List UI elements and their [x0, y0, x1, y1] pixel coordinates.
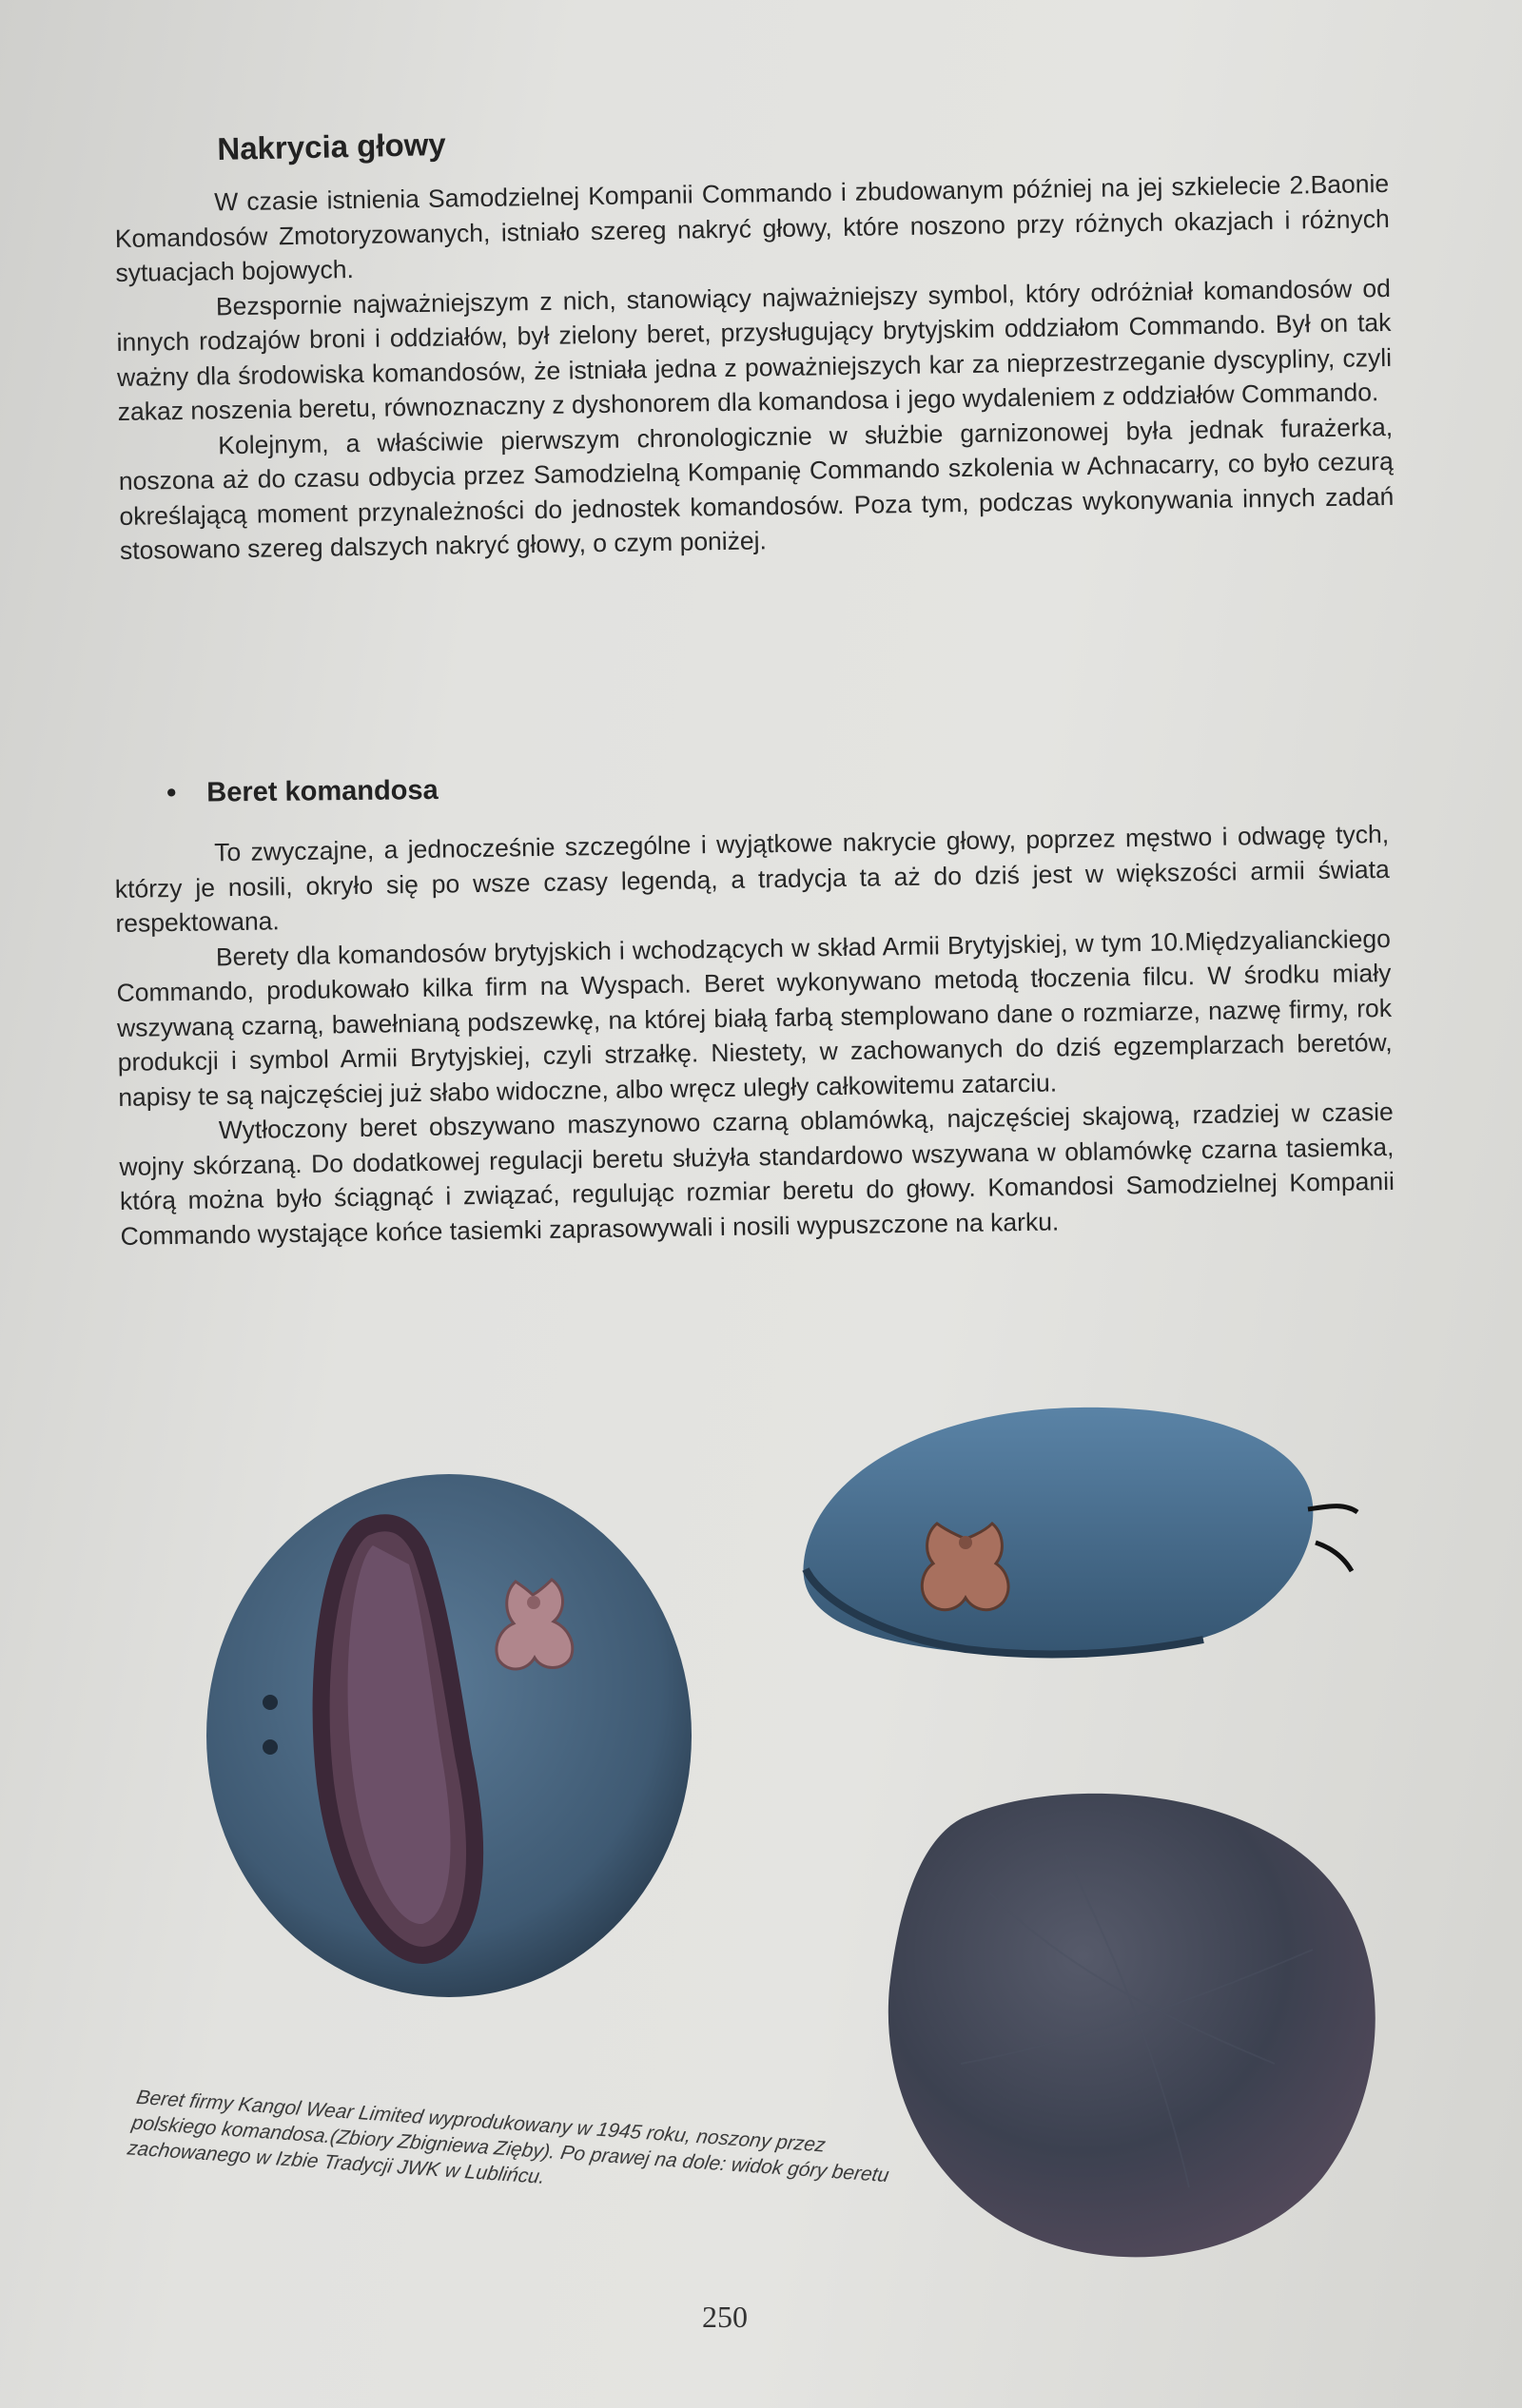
- ribbon-end: [1308, 1506, 1357, 1512]
- paragraph: Wytłoczony beret obszywano maszynowo czarną oblamówką, najczęściej skajową, rzadziej w czasie wojny skórzaną. Do dodatkowej regulacji beretu służyła standardowo wszywana w oblamówkę czarna tasiemka, którą można było ściągnąć i związać, regulując rozmiar beretu do głowy. Komandosi Samodzielnej Kompanii Commando wystające końce tasiemki zaprasowywali i nosili wypuszczone na karku.: [119, 1097, 1395, 1251]
- section-heading: [166, 775, 439, 809]
- beret-side-photo: [794, 1400, 1375, 1676]
- beret-top-photo: [875, 1778, 1389, 2273]
- paragraph: To zwyczajne, a jednocześnie szczególne i wyjątkowe nakrycie głowy, poprzez męstwo i odwagę tych, którzy je nosili, okryło się po wsze czasy legendą, a tradycja ta aż do dziś jest w większości armii świata respektowana.: [114, 819, 1390, 938]
- page-title: Nakrycia głowy: [217, 126, 447, 166]
- beret-body: [803, 1408, 1313, 1656]
- eagle-badge-icon: [922, 1524, 1008, 1610]
- paragraph: Berety dla komandosów brytyjskich i wchodzących w skład Armii Brytyjskiej, w tym 10.Międzyalianckiego Commando, produkowało kilka firm na Wyspach. Beret wykonywano metodą tłoczenia filcu. W środku miały wszywaną czarną, bawełnianą podszewkę, na której białą farbą stemplowano dane o rozmiarze, nazwę firmy, rok produkcji i symbol Armii Brytyjskiej, czyli strzałkę. Niestety, w zachowanych do dziś egzemplarzach beretów, napisy te są najczęściej już słabo widoczne, albo wręcz uległy całkowitemu zatarciu.: [116, 923, 1393, 1112]
- section-heading-text: Beret komandosa: [206, 775, 439, 808]
- beret-inside-photo: [202, 1469, 696, 2002]
- vent-hole: [263, 1739, 278, 1755]
- beret-crown: [888, 1794, 1376, 2257]
- paragraph: Bezspornie najważniejszym z nich, stanowiący najważniejszy symbol, który odróżniał komandosów od innych rodzajów broni i oddziałów, był zielony beret, przysługujący brytyjskim oddziałom Commando. Był on tak ważny dla środowiska komandosów, że istniała jedna z poważniejszych kar za nieprzestrzeganie dyscypliny, czyli zakaz noszenia beretu, równoznaczny z dyshonorem dla komandosa i jego wydaleniem z oddziałów Commando.: [116, 273, 1393, 426]
- section-beret: [114, 817, 1395, 1253]
- page-number: 250: [702, 2300, 748, 2334]
- photo-caption: Beret firmy Kangol Wear Limited wyprodukowany w 1945 roku, noszony przez polskiego komandosa.(Zbiory Zbigniewa Zięby). Po prawej na dole: widok góry beretu zachowanego w Izbie Tradycji JWK w Lublińcu.: [126, 2086, 891, 2188]
- paragraph: Kolejnym, a właściwie pierwszym chronologicznie w służbie garnizonowej była jednak furażerka, noszona aż do czasu odbycia przez Samodzielną Kompanię Commando szkolenia w Achnacarry, co było cezurą określającą moment przynależności do jednostek komandosów. Poza tym, podczas wykonywania innych zadań stosowano szereg dalszych nakryć głowy, o czym poniżej.: [118, 412, 1395, 565]
- section-intro: [114, 166, 1395, 568]
- vent-hole: [263, 1695, 278, 1710]
- ribbon-end: [1316, 1543, 1352, 1571]
- paragraph: W czasie istnienia Samodzielnej Kompanii Commando i zbudowanym później na jej szkielecie 2.Baonie Komandosów Zmotoryzowanych, istniało szereg nakryć głowy, które noszono przy różnych okazjach i różnych sytuacjach bojowych.: [114, 168, 1390, 287]
- bullet-point: •: [166, 777, 177, 808]
